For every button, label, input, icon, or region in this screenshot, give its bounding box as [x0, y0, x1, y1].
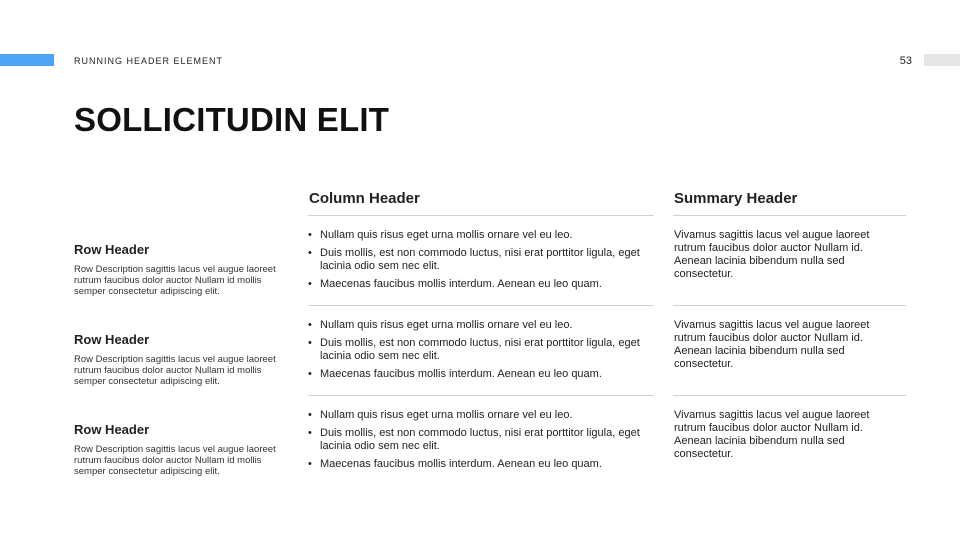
- bullet-item: • Duis mollis, est non commodo luctus, nisi erat porttitor ligula, eget lacinia odio sem nec elit.: [308, 427, 648, 453]
- accent-bar: [0, 54, 54, 66]
- bullet-list: [308, 319, 648, 386]
- page-number: 53: [899, 55, 912, 67]
- bullet-item: • Maecenas faucibus mollis interdum. Aenean eu leo quam.: [308, 368, 648, 381]
- row-header-block: [74, 242, 289, 297]
- row-header: Row Header: [74, 332, 150, 347]
- row-description: Row Description sagittis lacus vel augue laoreet rutrum faucibus dolor auctor Nullam id mollis semper consectetur adipiscing elit.: [74, 354, 276, 387]
- row-divider-main: [308, 305, 654, 306]
- running-header: RUNNING HEADER ELEMENT: [74, 56, 224, 66]
- page-number-bar: [924, 54, 960, 66]
- bullet-item: • Duis mollis, est non commodo luctus, nisi erat porttitor ligula, eget lacinia odio sem nec elit.: [308, 247, 648, 273]
- bullet-item: • Maecenas faucibus mollis interdum. Aenean eu leo quam.: [308, 278, 648, 291]
- row-divider-summary: [673, 305, 906, 306]
- row-header: Row Header: [74, 242, 150, 257]
- bullet-item: • Nullam quis risus eget urna mollis ornare vel eu leo.: [308, 319, 648, 332]
- bullet-list: [308, 229, 648, 296]
- row-header-block: [74, 332, 289, 387]
- bullet-list: [308, 409, 648, 476]
- bullet-item: • Maecenas faucibus mollis interdum. Aenean eu leo quam.: [308, 458, 648, 471]
- bullet-item: • Duis mollis, est non commodo luctus, nisi erat porttitor ligula, eget lacinia odio sem nec elit.: [308, 337, 648, 363]
- row-description: Row Description sagittis lacus vel augue laoreet rutrum faucibus dolor auctor Nullam id mollis semper consectetur adipiscing elit.: [74, 444, 276, 477]
- header-divider-summary: [673, 215, 906, 216]
- slide-title: SOLLICITUDIN ELIT: [74, 101, 390, 138]
- header-divider-main: [308, 215, 654, 216]
- summary-text: Vivamus sagittis lacus vel augue laoreet rutrum faucibus dolor auctor Nullam id. Aenean lacinia bibendum nulla sed consectetur.: [674, 229, 870, 280]
- row-divider-main: [308, 395, 654, 396]
- summary-text: Vivamus sagittis lacus vel augue laoreet rutrum faucibus dolor auctor Nullam id. Aenean lacinia bibendum nulla sed consectetur.: [674, 319, 870, 370]
- row-header: Row Header: [74, 422, 150, 437]
- row-description: Row Description sagittis lacus vel augue laoreet rutrum faucibus dolor auctor Nullam id mollis semper consectetur adipiscing elit.: [74, 264, 276, 297]
- column-header: Column Header: [309, 190, 420, 207]
- bullet-item: • Nullam quis risus eget urna mollis ornare vel eu leo.: [308, 229, 648, 242]
- row-header-block: [74, 422, 289, 477]
- row-divider-summary: [673, 395, 906, 396]
- summary-header: Summary Header: [674, 190, 798, 207]
- bullet-item: • Nullam quis risus eget urna mollis ornare vel eu leo.: [308, 409, 648, 422]
- summary-text: Vivamus sagittis lacus vel augue laoreet rutrum faucibus dolor auctor Nullam id. Aenean lacinia bibendum nulla sed consectetur.: [674, 409, 870, 460]
